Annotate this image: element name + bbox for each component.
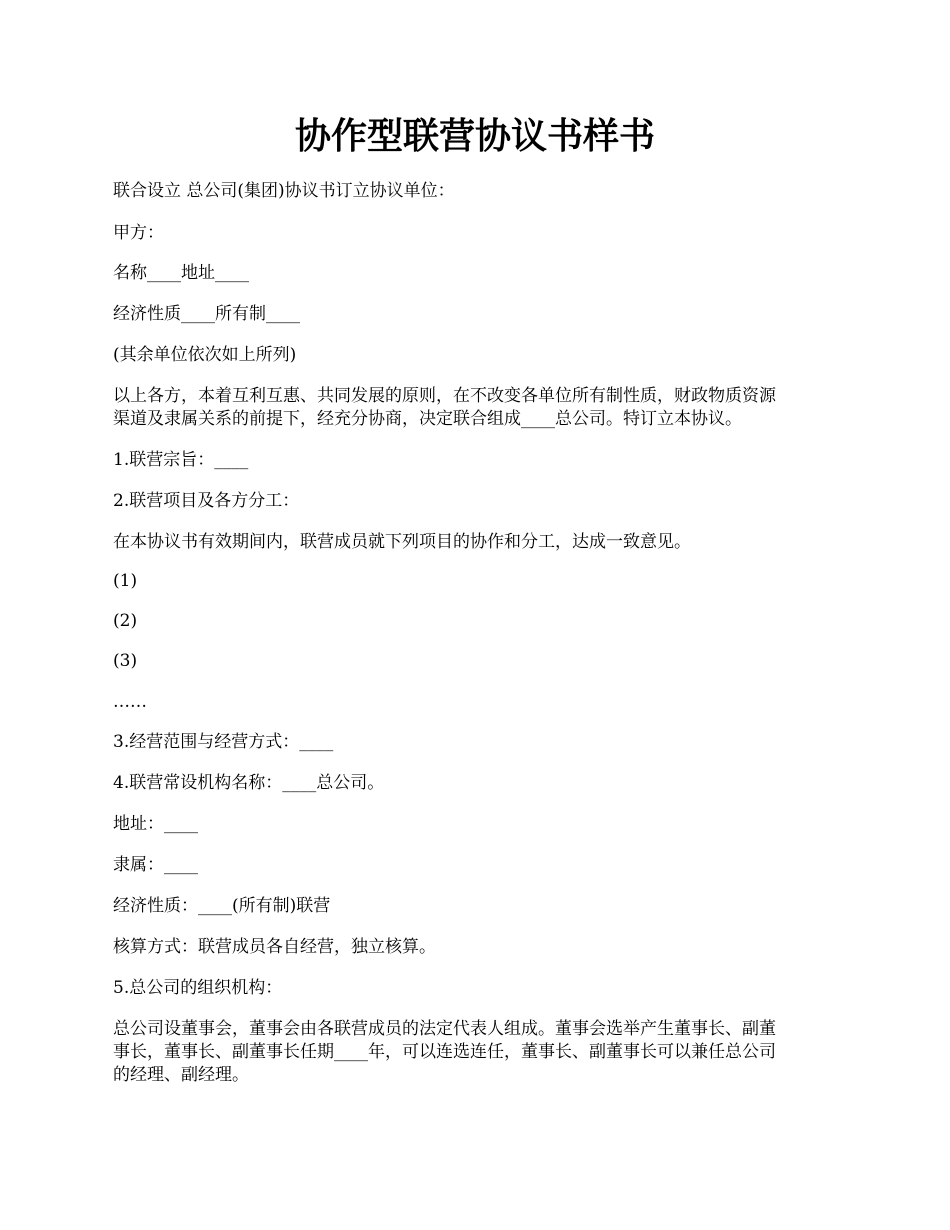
- paragraph-item-2: (2): [113, 611, 138, 631]
- paragraph-affiliation: 隶属：____: [113, 855, 198, 875]
- paragraph-board: [113, 1018, 843, 1087]
- paragraph-other-units: (其余单位依次如上所列): [113, 345, 297, 365]
- paragraph-item-3: (3): [113, 651, 138, 671]
- paragraph-purpose: 1.联营宗旨：____: [113, 450, 249, 470]
- paragraph-preamble: [113, 385, 843, 431]
- paragraph-intro: 联合设立 总公司(集团)协议书订立协议单位：: [113, 181, 455, 201]
- paragraph-preamble-line: 以上各方，本着互利互惠、共同发展的原则，在不改变各单位所有制性质，财政物质资源: [113, 386, 776, 406]
- paragraph-accounting: 核算方式：联营成员各自经营，独立核算。: [113, 937, 436, 957]
- paragraph-board-line: 总公司设董事会，董事会由各联营成员的法定代表人组成。董事会选举产生董事长、副董: [113, 1019, 776, 1039]
- paragraph-organization: 5.总公司的组织机构：: [113, 978, 283, 998]
- paragraph-name-address: 名称____地址____: [113, 263, 249, 283]
- paragraph-ellipsis: ……: [113, 692, 147, 712]
- paragraph-address: 地址：____: [113, 814, 198, 834]
- paragraph-party-a: 甲方：: [113, 223, 164, 243]
- document-title: 协作型联营协议书样书: [294, 115, 655, 157]
- paragraph-economic-type: 经济性质：____(所有制)联营: [113, 896, 331, 916]
- paragraph-board-line: 的经理、副经理。: [113, 1065, 249, 1085]
- paragraph-board-line: 事长，董事长、副董事长任期____年，可以连选连任，董事长、副董事长可以兼任总公司: [113, 1042, 776, 1062]
- paragraph-scope: 3.经营范围与经营方式：____: [113, 732, 334, 752]
- paragraph-economic-nature: 经济性质____所有制____: [113, 304, 300, 324]
- paragraph-item-1: (1): [113, 571, 138, 591]
- paragraph-agency-name: 4.联营常设机构名称：____总公司。: [113, 773, 385, 793]
- paragraph-projects-desc: 在本协议书有效期间内，联营成员就下列项目的协作和分工，达成一致意见。: [113, 532, 691, 552]
- paragraph-preamble-line: 渠道及隶属关系的前提下，经充分协商，决定联合组成____总公司。特订立本协议。: [113, 409, 742, 429]
- paragraph-projects: 2.联营项目及各方分工：: [113, 491, 300, 511]
